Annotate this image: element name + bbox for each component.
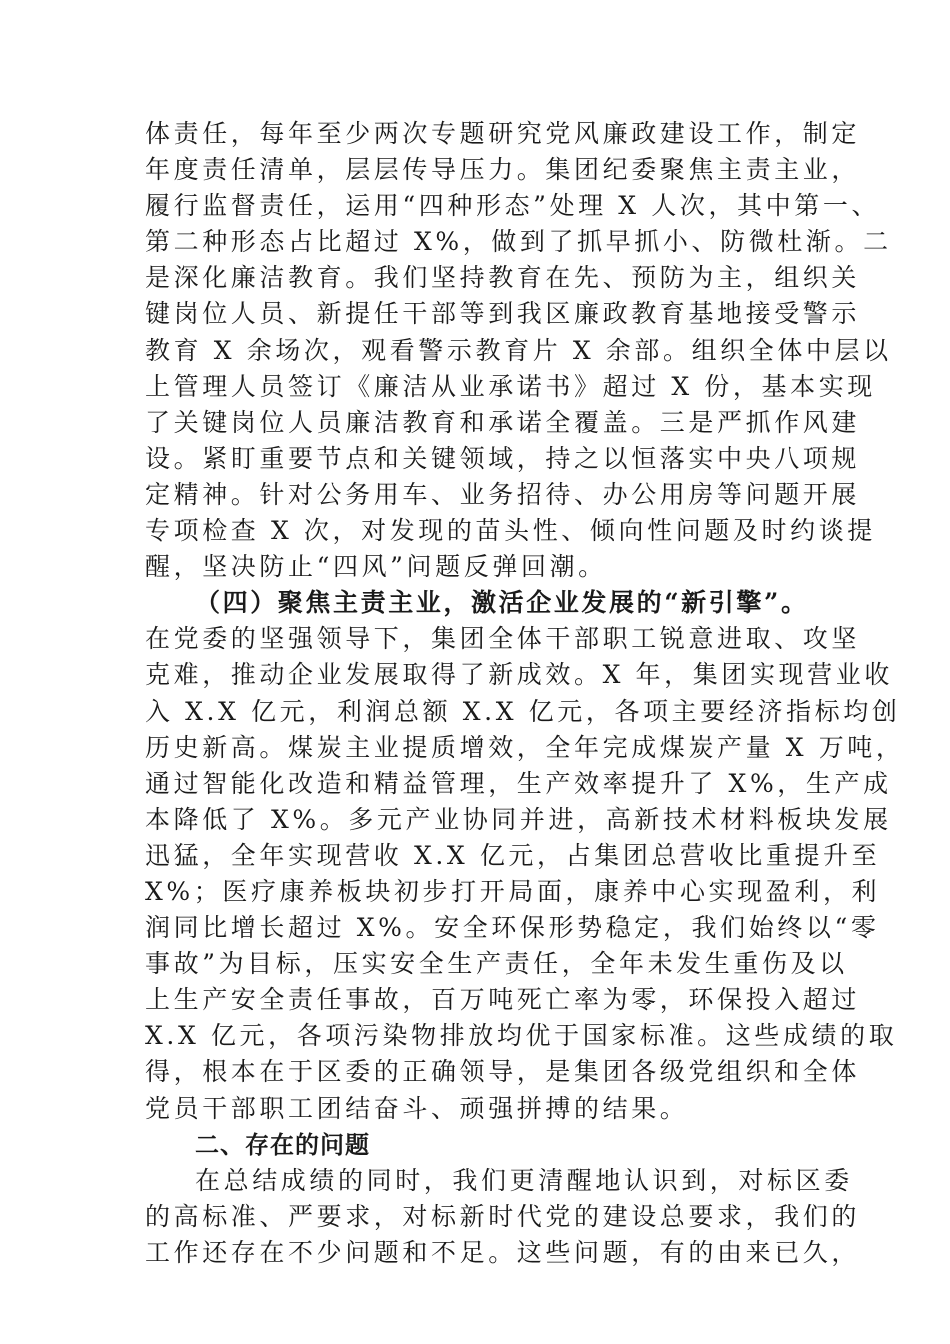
body-line: 醒，坚决防止“四风”问题反弹回潮。: [145, 552, 607, 582]
body-line: 润同比增长超过 X%。安全环保形势稳定，我们始终以“零: [145, 913, 880, 943]
body-line: 在党委的坚强领导下，集团全体干部职工锐意进取、攻坚: [145, 624, 861, 654]
body-line: 迅猛，全年实现营收 X.X 亿元，占集团总营收比重提升至: [145, 840, 881, 870]
body-line: 克难，推动企业发展取得了新成效。X 年，集团实现营业收: [145, 660, 893, 690]
body-line: 本降低了 X%。多元产业协同并进，高新技术材料板块发展: [145, 804, 892, 834]
body-line: 历史新高。煤炭主业提质增效，全年完成煤炭产量 X 万吨，: [145, 732, 905, 762]
chapter-heading: 二、存在的问题: [195, 1130, 370, 1159]
body-line: 键岗位人员、新提任干部等到我区廉政教育基地接受警示: [145, 299, 861, 329]
body-line: 年度责任清单，层层传导压力。集团纪委聚焦主责主业，: [145, 155, 861, 185]
body-line: 体责任，每年至少两次专题研究党风廉政建设工作，制定: [145, 119, 861, 148]
body-line: 第二种形态占比超过 X%，做到了抓早抓小、防微杜渐。二: [145, 227, 892, 257]
body-line: 的高标准、严要求，对标新时代党的建设总要求，我们的: [145, 1201, 861, 1231]
body-line: 专项检查 X 次，对发现的苗头性、倾向性问题及时约谈提: [145, 516, 876, 546]
body-line: 设。紧盯重要节点和关键领域，持之以恒落实中央八项规: [145, 443, 861, 473]
body-line: 事故”为目标，压实安全生产责任，全年未发生重伤及以: [145, 949, 848, 979]
body-line: 上生产安全责任事故，百万吨死亡率为零，环保投入超过: [145, 985, 861, 1015]
body-line: 是深化廉洁教育。我们坚持教育在先、预防为主，组织关: [145, 263, 861, 293]
body-line: X%；医疗康养板块初步打开局面，康养中心实现盈利，利: [145, 876, 881, 906]
body-line: 定精神。针对公务用车、业务招待、办公用房等问题开展: [145, 479, 861, 509]
body-line: 党员干部职工团结奋斗、顽强拼搏的结果。: [145, 1093, 689, 1123]
body-line: 履行监督责任，运用“四种形态”处理 X 人次，其中第一、: [145, 191, 881, 221]
body-line: 工作还存在不少问题和不足。这些问题，有的由来已久，: [145, 1237, 861, 1267]
body-line: 入 X.X 亿元，利润总额 X.X 亿元，各项主要经济指标均创: [145, 696, 901, 726]
body-line: 得，根本在于区委的正确领导，是集团各级党组织和全体: [145, 1057, 861, 1087]
body-line: X.X 亿元，各项污染物排放均优于国家标准。这些成绩的取: [145, 1021, 898, 1051]
body-line: 上管理人员签订《廉洁从业承诺书》超过 X 份，基本实现: [145, 371, 876, 401]
body-line: 在总结成绩的同时，我们更清醒地认识到，对标区委: [195, 1165, 853, 1195]
document-body: [145, 116, 905, 1271]
body-line: 了关键岗位人员廉洁教育和承诺全覆盖。三是严抓作风建: [145, 407, 861, 437]
body-line: 通过智能化改造和精益管理，生产效率提升了 X%，生产成: [145, 768, 892, 798]
section-title: （四）聚焦主责主业，激活企业发展的“新引擎”。: [195, 588, 809, 618]
body-line: 教育 X 余场次，观看警示教育片 X 余部。组织全体中层以: [145, 335, 892, 365]
